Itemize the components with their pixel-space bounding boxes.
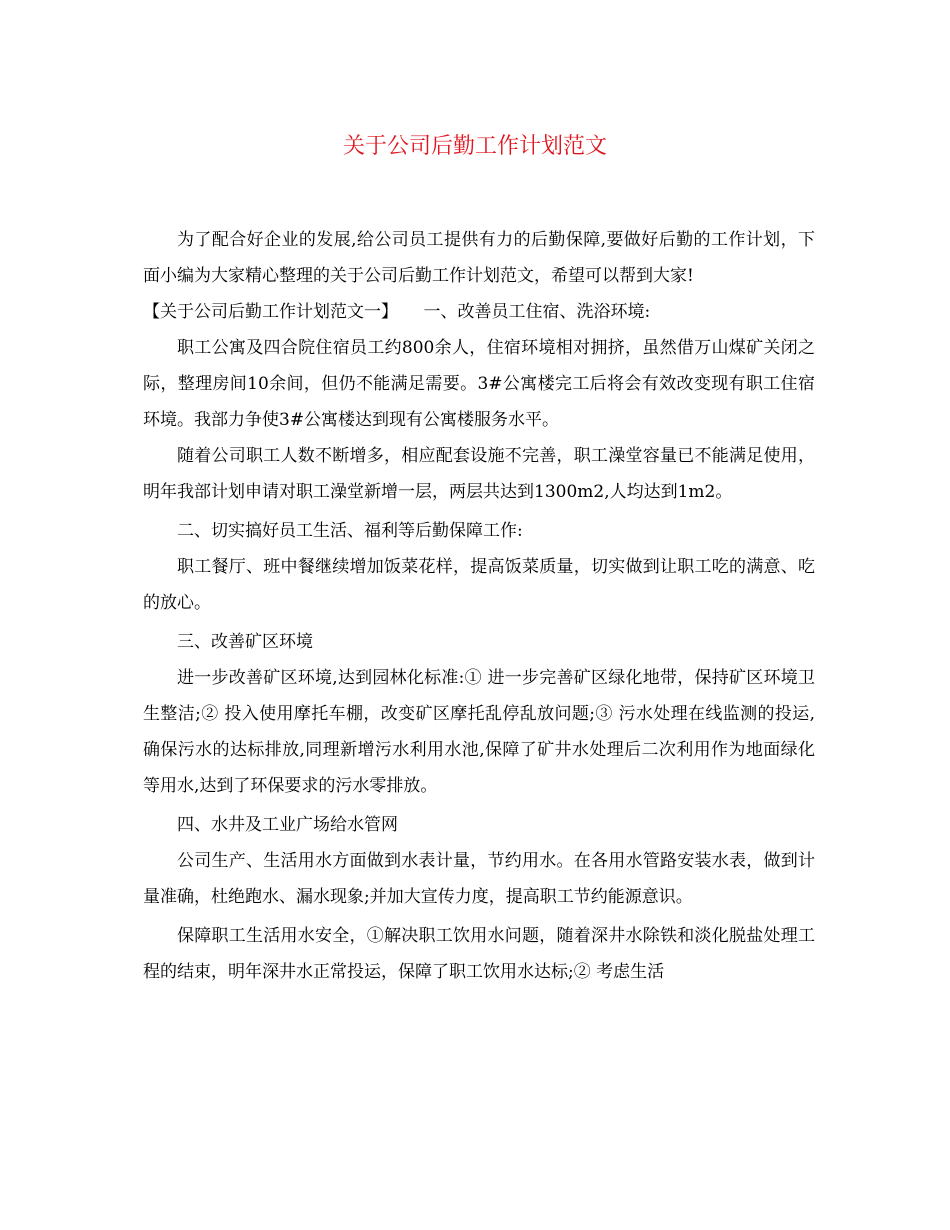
paragraph: 随着公司职工人数不断增多，相应配套设施不完善，职工澡堂容量已不能满足使用，明年我部计划申请对职工澡堂新增一层，两层共达到1300m2,人均达到1m2。 (143, 446, 815, 502)
document-title: 关于公司后勤工作计划范文 (342, 134, 607, 159)
paragraph: 进一步改善矿区环境,达到园林化标准:① 进一步完善矿区绿化地带，保持矿区环境卫生整洁;② 投入使用摩托车棚，改变矿区摩托乱停乱放问题;③ 污水处理在线监测的投运,确保污水的达标排放,同理新增污水利用水池,保障了矿井水处理后二次利用作为地面绿化等用水,达到了环保要求的污水零排放。 (143, 668, 815, 796)
section-heading: 三、改善矿区环境 (177, 632, 313, 652)
paragraph: 职工公寓及四合院住宿员工约800余人，住宿环境相对拥挤，虽然借万山煤矿关闭之际，整理房间10余间，但仍不能满足需要。3#公寓楼完工后将会有效改变现有职工住宿环境。我部力争使3#公寓楼达到现有公寓楼服务水平。 (143, 338, 815, 430)
paragraph: 保障职工生活用水安全，①解决职工饮用水问题，随着深井水除铁和淡化脱盐处理工程的结束，明年深井水正常投运，保障了职工饮用水达标;② 考虑生活 (143, 926, 815, 982)
document-body (143, 222, 815, 990)
section-heading-one: 【关于公司后勤工作计划范文一】 一、改善员工住宿、洗浴环境: (143, 302, 651, 322)
section-heading: 二、切实搞好员工生活、福利等后勤保障工作: (177, 521, 523, 541)
paragraph: 公司生产、生活用水方面做到水表计量，节约用水。在各用水管路安装水表，做到计量准确，杜绝跑水、漏水现象;并加大宣传力度，提高职工节约能源意识。 (143, 851, 815, 907)
intro-paragraph: 为了配合好企业的发展,给公司员工提供有力的后勤保障,要做好后勤的工作计划，下面小编为大家精心整理的关于公司后勤工作计划范文，希望可以帮到大家! (143, 230, 815, 286)
section-heading: 四、水井及工业广场给水管网 (177, 815, 398, 835)
paragraph: 职工餐厅、班中餐继续增加饭菜花样，提高饭菜质量，切实做到让职工吃的满意、吃的放心。 (143, 557, 815, 613)
